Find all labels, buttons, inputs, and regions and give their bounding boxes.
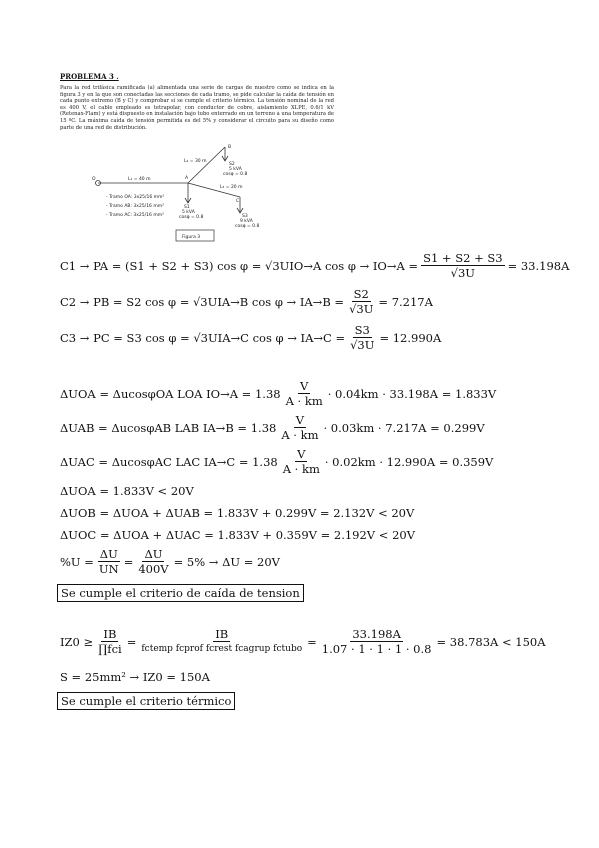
thermal-f1-num: IB xyxy=(103,627,117,641)
current-3-lhs: PC = S3 cos φ = √3UIA→C cos φ → IA→C = xyxy=(93,331,346,345)
section-line: S = 25mm² → IZ0 = 150A xyxy=(60,670,210,684)
segment-oa-label: L₁ = 40 m xyxy=(128,177,151,182)
percent-f2-num: ΔU xyxy=(144,547,163,561)
drop-ab-unit-den: A · km xyxy=(281,428,319,442)
thermal-lhs: IZ0 ≥ xyxy=(60,635,94,649)
current-3-den: √3U xyxy=(350,338,375,352)
figure-caption: Figura 3 xyxy=(182,235,201,240)
segment-ab-line xyxy=(188,147,225,183)
current-2-result: = 7.217A xyxy=(378,295,433,309)
check-oa: ΔUOA = 1.833V < 20V xyxy=(60,484,194,498)
thermal-f2-num: IB xyxy=(215,627,229,641)
check-oc: ΔUOC = ΔUOA + ΔUAC = 1.833V + 0.359V = 2.192V < 20V xyxy=(60,528,416,542)
drop-ab-lhs: ΔUAB = ΔucosφAB LAB IA→B = 1.38 xyxy=(60,421,277,435)
load-a-pf: cosφ = 0.8 xyxy=(179,215,204,220)
current-3-fraction xyxy=(348,324,376,352)
current-eq-2 xyxy=(60,288,433,316)
drop-oa-unit-den: A · km xyxy=(285,394,323,408)
current-2-fraction xyxy=(347,288,375,316)
node-o-label: O xyxy=(92,177,96,182)
load-b-pf: cosφ = 0.8 xyxy=(223,172,248,177)
conclusion-voltage: Se cumple el criterio de caída de tension xyxy=(57,584,304,602)
thermal-f1-den: ∏fci xyxy=(98,642,122,656)
percent-f1-num: ΔU xyxy=(99,547,118,561)
drop-ac-unit xyxy=(281,448,322,476)
conclusion-thermal: Se cumple el criterio térmico xyxy=(57,692,235,710)
load-a-name: S1 xyxy=(184,205,190,210)
drop-ac-rhs: · 0.02km · 12.990A = 0.359V xyxy=(324,455,494,469)
drop-ac-lhs: ΔUAC = ΔucosφAC LAC IA→C = 1.38 xyxy=(60,455,278,469)
load-c-name: S3 xyxy=(242,214,248,219)
thermal-eq xyxy=(60,628,546,656)
percent-eq-sign: = xyxy=(123,555,134,569)
drop-eq-oa xyxy=(60,380,496,408)
thermal-eq-sign: = xyxy=(126,635,137,649)
current-2-num: S2 xyxy=(353,287,369,301)
current-1-result: = 33.198A xyxy=(507,259,570,273)
thermal-eq-sign-2: = xyxy=(307,635,317,649)
percent-f1-den: UN xyxy=(98,562,119,576)
thermal-fraction-2 xyxy=(139,628,304,656)
network-figure xyxy=(90,140,310,245)
percent-fraction-2 xyxy=(136,548,170,576)
load-b-name: S2 xyxy=(229,162,235,167)
section-ac: - Tramo AC: 3x25/16 mm² xyxy=(106,213,164,218)
percent-f2-den: 400V xyxy=(138,562,169,576)
problem-title: PROBLEMA 3 . xyxy=(60,72,119,81)
drop-ab-unit-num: V xyxy=(295,413,305,427)
current-1-den: √3U xyxy=(450,266,475,280)
thermal-f3-den: 1.07 · 1 · 1 · 1 · 0.8 xyxy=(321,642,432,656)
current-eq-3 xyxy=(60,324,441,352)
drop-oa-rhs: · 0.04km · 33.198A = 1.833V xyxy=(327,387,497,401)
drop-eq-ab xyxy=(60,414,485,442)
current-1-lhs: PA = (S1 + S2 + S3) cos φ = √3UIO→A cos φ → IO→A = xyxy=(93,259,419,273)
current-3-result: = 12.990A xyxy=(379,331,442,345)
thermal-f2-den: fctemp fcprof fcrest fcagrup fctubo xyxy=(141,644,303,654)
node-b-label: B xyxy=(228,145,232,150)
segment-ac-label: L₃ = 20 m xyxy=(220,185,243,190)
current-2-lhs: PB = S2 cos φ = √3UIA→B cos φ → IA→B = xyxy=(93,295,345,309)
segment-ab-label: L₂ = 30 m xyxy=(184,159,207,164)
load-b-power: 5 kVA xyxy=(229,167,242,172)
current-eq-1 xyxy=(60,252,569,280)
drop-oa-unit xyxy=(284,380,325,408)
node-c-label: C xyxy=(236,199,240,204)
current-2-label: C2 → xyxy=(60,295,90,309)
load-c-power: 9 kVA xyxy=(240,219,253,224)
node-a-label: A xyxy=(185,176,189,181)
load-c-pf: cosφ = 0.8 xyxy=(235,224,260,229)
drop-ac-unit-num: V xyxy=(297,447,306,461)
thermal-f3-num: 33.198A xyxy=(352,627,401,641)
drop-ac-unit-den: A · km xyxy=(282,462,320,476)
current-1-label: C1 → xyxy=(60,259,90,273)
section-ab: - Tramo AB: 3x25/16 mm² xyxy=(106,204,164,209)
drop-ab-unit xyxy=(279,414,320,442)
drop-oa-lhs: ΔUOA = ΔucosφOA LOA IO→A = 1.38 xyxy=(60,387,281,401)
current-3-label: C3 → xyxy=(60,331,90,345)
percent-rhs: = 5% → ΔU = 20V xyxy=(173,555,280,569)
percent-fraction-1 xyxy=(97,548,121,576)
current-3-num: S3 xyxy=(354,323,370,337)
thermal-rhs: = 38.783A < 150A xyxy=(436,635,546,649)
section-oa: - Tramo OA: 3x25/16 mm² xyxy=(106,195,165,200)
current-1-num: S1 + S2 + S3 xyxy=(423,251,503,265)
drop-ab-rhs: · 0.03km · 7.217A = 0.299V xyxy=(323,421,485,435)
check-ob: ΔUOB = ΔUOA + ΔUAB = 1.833V + 0.299V = 2.132V < 20V xyxy=(60,506,415,520)
percent-eq xyxy=(60,548,280,576)
thermal-fraction-1 xyxy=(96,628,124,656)
thermal-fraction-3 xyxy=(320,628,434,656)
load-a-power: 5 kVA xyxy=(182,210,195,215)
percent-lhs: %U = xyxy=(60,555,94,569)
current-1-fraction xyxy=(421,252,504,280)
current-2-den: √3U xyxy=(349,302,374,316)
drop-eq-ac xyxy=(60,448,493,476)
problem-statement: Para la red trifásica ramificada (a) alimentada una serie de cargas de nuestro como se indica en la figura 3 y en la que son conectadas las secciones de cada tramo, se pide calcular la caída de tensión en cada punto extremo (B y C) y comprobar si se cumple el criterio térmico. La tensión nominal de la red es 400 V, el cable empleado es tetrapolar, con conductor de cobre, aislamiento XLPE, 0.6/1 kV (Retenax-Flam) y está dispuesto en instalación bajo tubo enterrado en un terreno a una temperatura de 15 ºC. La máxima caída de tensión permitida es del 5% y considerar el circuito para su diseño como parte de una red de distribución. xyxy=(60,85,334,131)
drop-oa-unit-num: V xyxy=(300,379,309,393)
